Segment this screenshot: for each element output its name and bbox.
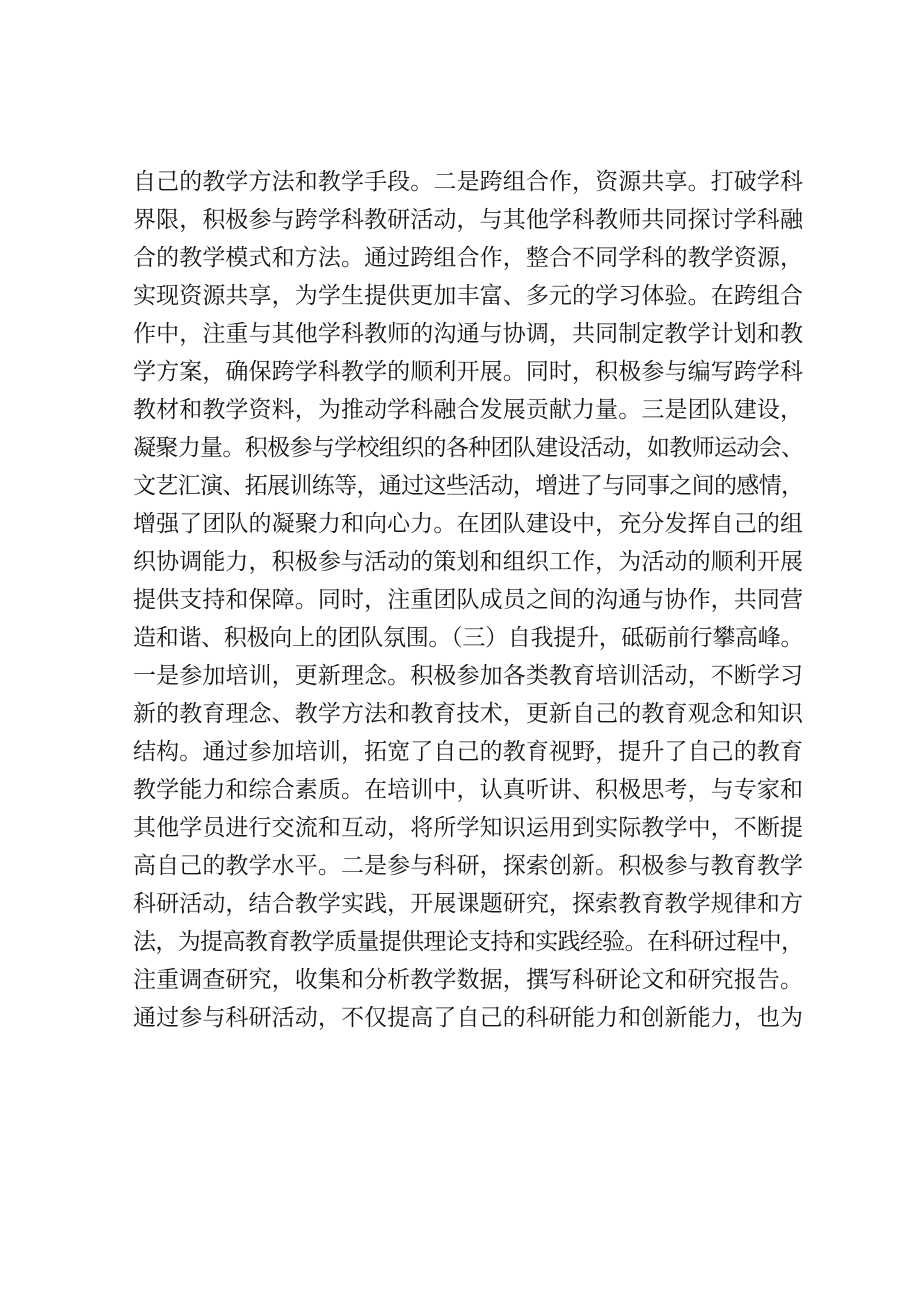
text-line: 界限，积极参与跨学科教研活动，与其他学科教师共同探讨学科融 [133, 207, 803, 233]
text-line: 合的教学模式和方法。通过跨组合作，整合不同学科的教学资源， [133, 245, 803, 271]
text-line: 其他学员进行交流和互动，将所学知识运用到实际教学中，不断提 [133, 815, 803, 841]
text-line: 作中，注重与其他学科教师的沟通与协调，共同制定教学计划和教 [133, 321, 803, 347]
text-line: 织协调能力，积极参与活动的策划和组织工作，为活动的顺利开展 [133, 549, 803, 575]
text-line: 注重调查研究，收集和分析教学数据，撰写科研论文和研究报告。 [133, 967, 803, 993]
text-line: 造和谐、积极向上的团队氛围。（三）自我提升，砥砺前行攀高峰。 [133, 625, 803, 651]
text-line: 学方案，确保跨学科教学的顺利开展。同时，积极参与编写跨学科 [133, 359, 803, 385]
text-line: 凝聚力量。积极参与学校组织的各种团队建设活动，如教师运动会、 [133, 435, 803, 461]
text-line: 通过参与科研活动，不仅提高了自己的科研能力和创新能力，也为 [133, 1005, 803, 1031]
body-text [133, 163, 803, 1037]
text-line: 教学能力和综合素质。在培训中，认真听讲、积极思考，与专家和 [133, 777, 803, 803]
text-line: 文艺汇演、拓展训练等，通过这些活动，增进了与同事之间的感情， [133, 473, 803, 499]
text-line: 法，为提高教育教学质量提供理论支持和实践经验。在科研过程中， [133, 929, 803, 955]
text-line: 实现资源共享，为学生提供更加丰富、多元的学习体验。在跨组合 [133, 283, 803, 309]
text-line: 科研活动，结合教学实践，开展课题研究，探索教育教学规律和方 [133, 891, 803, 917]
text-line: 提供支持和保障。同时，注重团队成员之间的沟通与协作，共同营 [133, 587, 803, 613]
text-line: 增强了团队的凝聚力和向心力。在团队建设中，充分发挥自己的组 [133, 511, 803, 537]
text-line: 一是参加培训，更新理念。积极参加各类教育培训活动，不断学习 [133, 663, 803, 689]
text-line: 结构。通过参加培训，拓宽了自己的教育视野，提升了自己的教育 [133, 739, 803, 765]
text-line: 高自己的教学水平。二是参与科研，探索创新。积极参与教育教学 [133, 853, 803, 879]
text-line: 自己的教学方法和教学手段。二是跨组合作，资源共享。打破学科 [133, 169, 803, 195]
text-line: 新的教育理念、教学方法和教育技术，更新自己的教育观念和知识 [133, 701, 803, 727]
text-line: 教材和教学资料，为推动学科融合发展贡献力量。三是团队建设， [133, 397, 803, 423]
